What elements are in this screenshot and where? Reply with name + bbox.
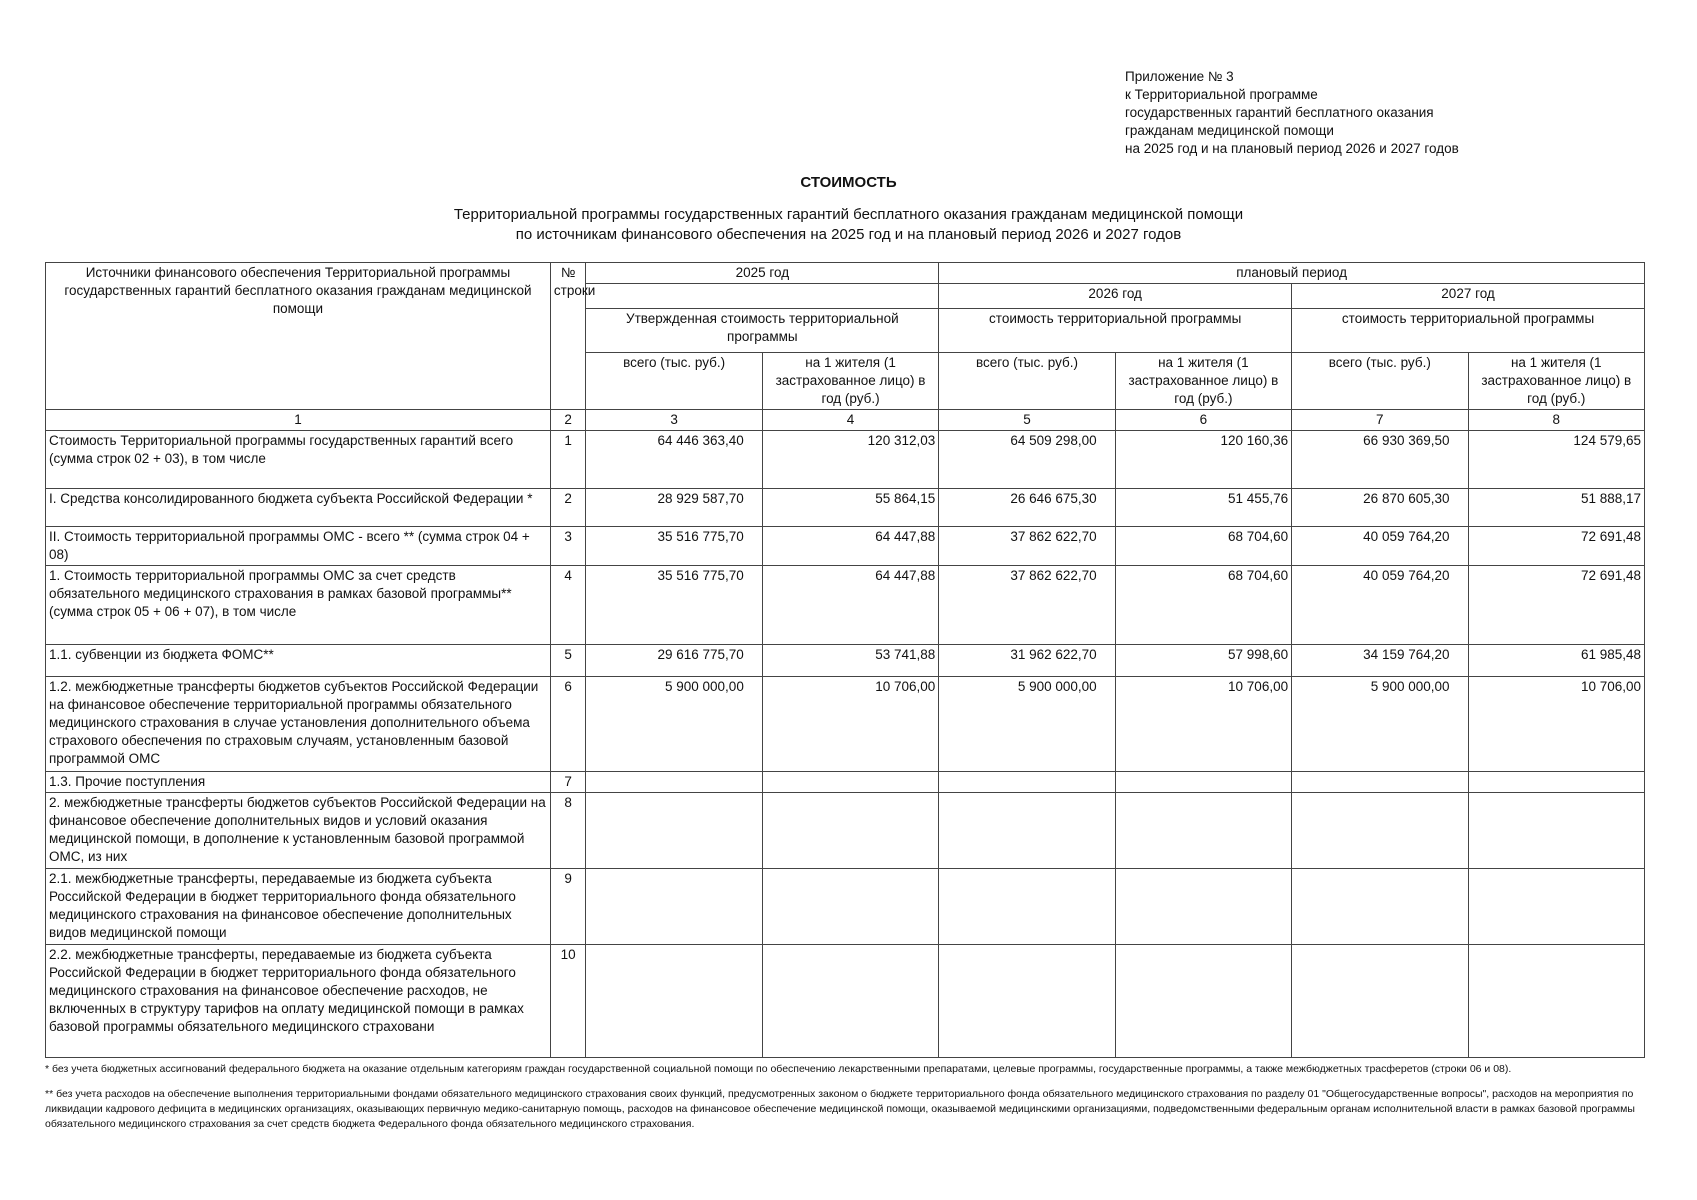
document-title: СТОИМОСТЬ (800, 174, 897, 191)
row-name: 1.1. субвенции из бюджета ФОМС** (46, 645, 551, 677)
value-2025-per-capita: 55 864,15 (762, 489, 938, 527)
column-number: 5 (939, 410, 1115, 431)
value-2026-per-capita: 120 160,36 (1115, 431, 1291, 489)
value-2027-per-capita (1468, 945, 1644, 1058)
footnote-2: ** без учета расходов на обеспечение выполнения территориальными фондами обязательного медицинского страхования своих функций, предусмотренных законом о бюджете территориального фонда обязательного медицинского страхования по разделу 01 "Общегосударственные вопросы", расходов на мероприятия по ликвидации кадрового дефицита в медицинских организациях, оказывающих первичную медико-санитарную помощь, расходов на финансовое обеспечение медицинской помощи, оказываемой медицинскими организациями, подведомственными федеральным органам исполнительной власти в рамках базовой программы обязательного медицинского страхования за счет средств бюджета Федерального фонда обязательного медицинского страхования. (45, 1088, 1635, 1130)
subtitle-line: по источникам финансового обеспечения на 2025 год и на плановый период 2026 и 2027 годов (515, 226, 1182, 243)
value-2027-total (1292, 945, 1468, 1058)
value-2027-per-capita (1468, 772, 1644, 793)
value-2026-per-capita (1115, 945, 1291, 1058)
header-year-2026: 2026 год (939, 284, 1292, 309)
header-cost-2027: стоимость территориальной программы (1292, 309, 1645, 353)
header-total: всего (тыс. руб.) (939, 353, 1115, 410)
row-number: 6 (550, 677, 585, 772)
value-2025-per-capita: 64 447,88 (762, 566, 938, 645)
appendix-block (1125, 68, 1459, 158)
row-number: 9 (550, 869, 585, 945)
value-2027-total (1292, 793, 1468, 869)
header-per-capita: на 1 жителя (1 застрахованное лицо) в год (руб.) (762, 353, 938, 410)
value-2027-total: 40 059 764,20 (1292, 527, 1468, 566)
value-2026-per-capita: 57 998,60 (1115, 645, 1291, 677)
value-2027-total: 26 870 605,30 (1292, 489, 1468, 527)
value-2026-per-capita (1115, 772, 1291, 793)
row-number: 1 (550, 431, 585, 489)
header-row-number: № строки (550, 263, 585, 410)
value-2025-per-capita: 53 741,88 (762, 645, 938, 677)
row-number: 7 (550, 772, 585, 793)
value-2027-per-capita: 10 706,00 (1468, 677, 1644, 772)
value-2026-per-capita: 51 455,76 (1115, 489, 1291, 527)
value-2025-total: 35 516 775,70 (586, 566, 762, 645)
value-2025-per-capita: 64 447,88 (762, 527, 938, 566)
value-2025-total (586, 869, 762, 945)
appendix-line: государственных гарантий бесплатного оказания (1125, 105, 1434, 120)
header-approved-cost: Утвержденная стоимость территориальной программы (586, 309, 939, 353)
value-2026-per-capita: 68 704,60 (1115, 527, 1291, 566)
column-number: 2 (550, 410, 585, 431)
column-number: 1 (46, 410, 551, 431)
value-2026-total: 37 862 622,70 (939, 566, 1115, 645)
value-2026-total: 5 900 000,00 (939, 677, 1115, 772)
value-2025-per-capita (762, 869, 938, 945)
header-total: всего (тыс. руб.) (586, 353, 762, 410)
value-2027-per-capita: 51 888,17 (1468, 489, 1644, 527)
subtitle-line: Территориальной программы государственных гарантий бесплатного оказания гражданам медицинской помощи (453, 206, 1244, 223)
value-2025-total: 64 446 363,40 (586, 431, 762, 489)
value-2025-total: 29 616 775,70 (586, 645, 762, 677)
value-2025-total (586, 772, 762, 793)
column-number: 3 (586, 410, 762, 431)
footnote-1: * без учета бюджетных ассигнований федерального бюджета на оказание отдельным категориям граждан государственной социальной помощи по обеспечению лекарственными препаратами, целевые программы, государственные программы, а также межбюджетных трасферетов (строки 06 и 08). (45, 1063, 1512, 1075)
value-2025-total (586, 945, 762, 1058)
value-2027-total: 34 159 764,20 (1292, 645, 1468, 677)
value-2027-per-capita (1468, 793, 1644, 869)
value-2025-total: 28 929 587,70 (586, 489, 762, 527)
header-year-2025: 2025 год (586, 263, 939, 284)
header-spacer (586, 284, 939, 309)
value-2026-per-capita (1115, 793, 1291, 869)
appendix-line: к Территориальной программе (1125, 87, 1318, 102)
header-planned-period: плановый период (939, 263, 1645, 284)
row-name: II. Стоимость территориальной программы ОМС - всего ** (сумма строк 04 + 08) (46, 527, 551, 566)
value-2025-per-capita: 10 706,00 (762, 677, 938, 772)
value-2025-per-capita (762, 772, 938, 793)
header-per-capita: на 1 жителя (1 застрахованное лицо) в год (руб.) (1468, 353, 1644, 410)
row-number: 3 (550, 527, 585, 566)
row-name: 1.3. Прочие поступления (46, 772, 551, 793)
value-2026-total: 31 962 622,70 (939, 645, 1115, 677)
footnotes (45, 1062, 1635, 1142)
row-name: 1. Стоимость территориальной программы ОМС за счет средств обязательного медицинского страхования в рамках базовой программы** (сумма строк 05 + 06 + 07), в том числе (46, 566, 551, 645)
value-2027-total (1292, 869, 1468, 945)
value-2026-total (939, 793, 1115, 869)
value-2027-total: 40 059 764,20 (1292, 566, 1468, 645)
header-source: Источники финансового обеспечения Территориальной программы государственных гарантий бесплатного оказания гражданам медицинской помощи (46, 263, 551, 410)
table-row (46, 869, 1645, 945)
table-row (46, 945, 1645, 1058)
value-2026-total: 64 509 298,00 (939, 431, 1115, 489)
value-2026-per-capita: 10 706,00 (1115, 677, 1291, 772)
cost-table (45, 262, 1645, 1058)
table-row (46, 566, 1645, 645)
value-2025-total: 5 900 000,00 (586, 677, 762, 772)
value-2026-total (939, 772, 1115, 793)
row-number: 5 (550, 645, 585, 677)
row-name: 1.2. межбюджетные трансферты бюджетов субъектов Российской Федерации на финансовое обеспечение территориальной программы обязательного медицинского страхования в случае установления дополнительного объема страхового обеспечения по страховым случаям, установленным базовой программой ОМС (46, 677, 551, 772)
value-2027-per-capita: 72 691,48 (1468, 566, 1644, 645)
row-number: 4 (550, 566, 585, 645)
value-2027-per-capita (1468, 869, 1644, 945)
value-2027-total: 5 900 000,00 (1292, 677, 1468, 772)
row-name: I. Средства консолидированного бюджета субъекта Российской Федерации * (46, 489, 551, 527)
appendix-line: на 2025 год и на плановый период 2026 и 2027 годов (1125, 141, 1459, 156)
value-2025-per-capita: 120 312,03 (762, 431, 938, 489)
value-2026-per-capita: 68 704,60 (1115, 566, 1291, 645)
row-name: Стоимость Территориальной программы государственных гарантий всего (сумма строк 02 + 03), в том числе (46, 431, 551, 489)
value-2027-total (1292, 772, 1468, 793)
header-year-2027: 2027 год (1292, 284, 1645, 309)
value-2026-total (939, 869, 1115, 945)
table-row (46, 431, 1645, 489)
value-2026-total: 26 646 675,30 (939, 489, 1115, 527)
column-number: 7 (1292, 410, 1468, 431)
value-2027-per-capita: 124 579,65 (1468, 431, 1644, 489)
document-subtitle (0, 205, 1697, 245)
row-name: 2. межбюджетные трансферты бюджетов субъектов Российской Федерации на финансовое обеспечение дополнительных видов и условий оказания медицинской помощи, в дополнение к установленным базовой программой ОМС, из них (46, 793, 551, 869)
column-number: 4 (762, 410, 938, 431)
value-2026-per-capita (1115, 869, 1291, 945)
column-number: 8 (1468, 410, 1644, 431)
appendix-line: Приложение № 3 (1125, 69, 1234, 84)
value-2025-total: 35 516 775,70 (586, 527, 762, 566)
value-2025-total (586, 793, 762, 869)
table-row (46, 645, 1645, 677)
table-row (46, 677, 1645, 772)
table-row (46, 489, 1645, 527)
header-total: всего (тыс. руб.) (1292, 353, 1468, 410)
row-name: 2.2. межбюджетные трансферты, передаваемые из бюджета субъекта Российской Федерации в бюджет территориального фонда обязательного медицинского страхования на финансовое обеспечение расходов, не включенных в структуру тарифов на оплату медицинской помощи в рамках базовой программы обязательного медицинского страховани (46, 945, 551, 1058)
table-row (46, 772, 1645, 793)
table-row (46, 793, 1645, 869)
value-2025-per-capita (762, 793, 938, 869)
table-row (46, 527, 1645, 566)
row-number: 10 (550, 945, 585, 1058)
value-2027-total: 66 930 369,50 (1292, 431, 1468, 489)
row-name: 2.1. межбюджетные трансферты, передаваемые из бюджета субъекта Российской Федерации в бюджет территориального фонда обязательного медицинского страхования на финансовое обеспечение дополнительных видов медицинской помощи (46, 869, 551, 945)
value-2026-total (939, 945, 1115, 1058)
value-2027-per-capita: 61 985,48 (1468, 645, 1644, 677)
value-2026-total: 37 862 622,70 (939, 527, 1115, 566)
header-per-capita: на 1 жителя (1 застрахованное лицо) в год (руб.) (1115, 353, 1291, 410)
row-number: 2 (550, 489, 585, 527)
value-2025-per-capita (762, 945, 938, 1058)
row-number: 8 (550, 793, 585, 869)
header-cost-2026: стоимость территориальной программы (939, 309, 1292, 353)
appendix-line: гражданам медицинской помощи (1125, 123, 1334, 138)
column-number: 6 (1115, 410, 1291, 431)
value-2027-per-capita: 72 691,48 (1468, 527, 1644, 566)
